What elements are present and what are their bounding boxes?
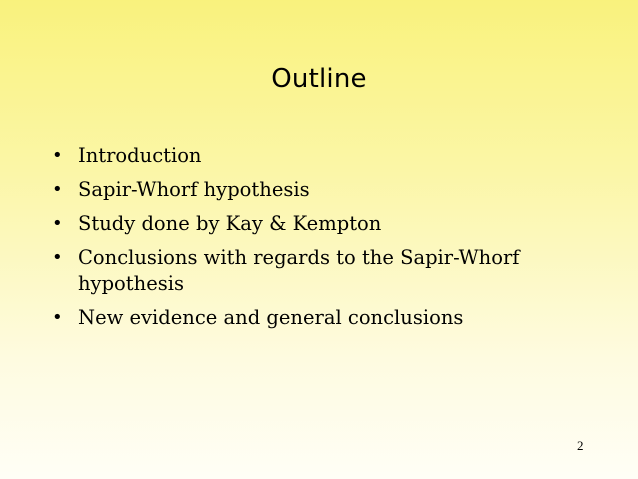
bullet-icon: • — [52, 213, 63, 234]
bullet-text: Study done by Kay & Kempton — [78, 212, 382, 235]
bullet-text: Introduction — [78, 144, 202, 167]
bullet-list — [52, 143, 572, 339]
bullet-item — [52, 211, 572, 237]
bullet-text: Conclusions with regards to the Sapir-Whorf hypothesis — [78, 246, 520, 295]
page-number: 2 — [577, 438, 584, 453]
bullet-text: New evidence and general conclusions — [78, 306, 464, 329]
bullet-item — [52, 245, 572, 297]
bullet-icon: • — [52, 179, 63, 200]
bullet-item — [52, 305, 572, 331]
slide-title: Outline — [271, 64, 367, 94]
bullet-text: Sapir-Whorf hypothesis — [78, 178, 310, 201]
bullet-item — [52, 177, 572, 203]
bullet-item — [52, 143, 572, 169]
bullet-icon: • — [52, 145, 63, 166]
bullet-icon: • — [52, 247, 63, 268]
bullet-icon: • — [52, 307, 63, 328]
